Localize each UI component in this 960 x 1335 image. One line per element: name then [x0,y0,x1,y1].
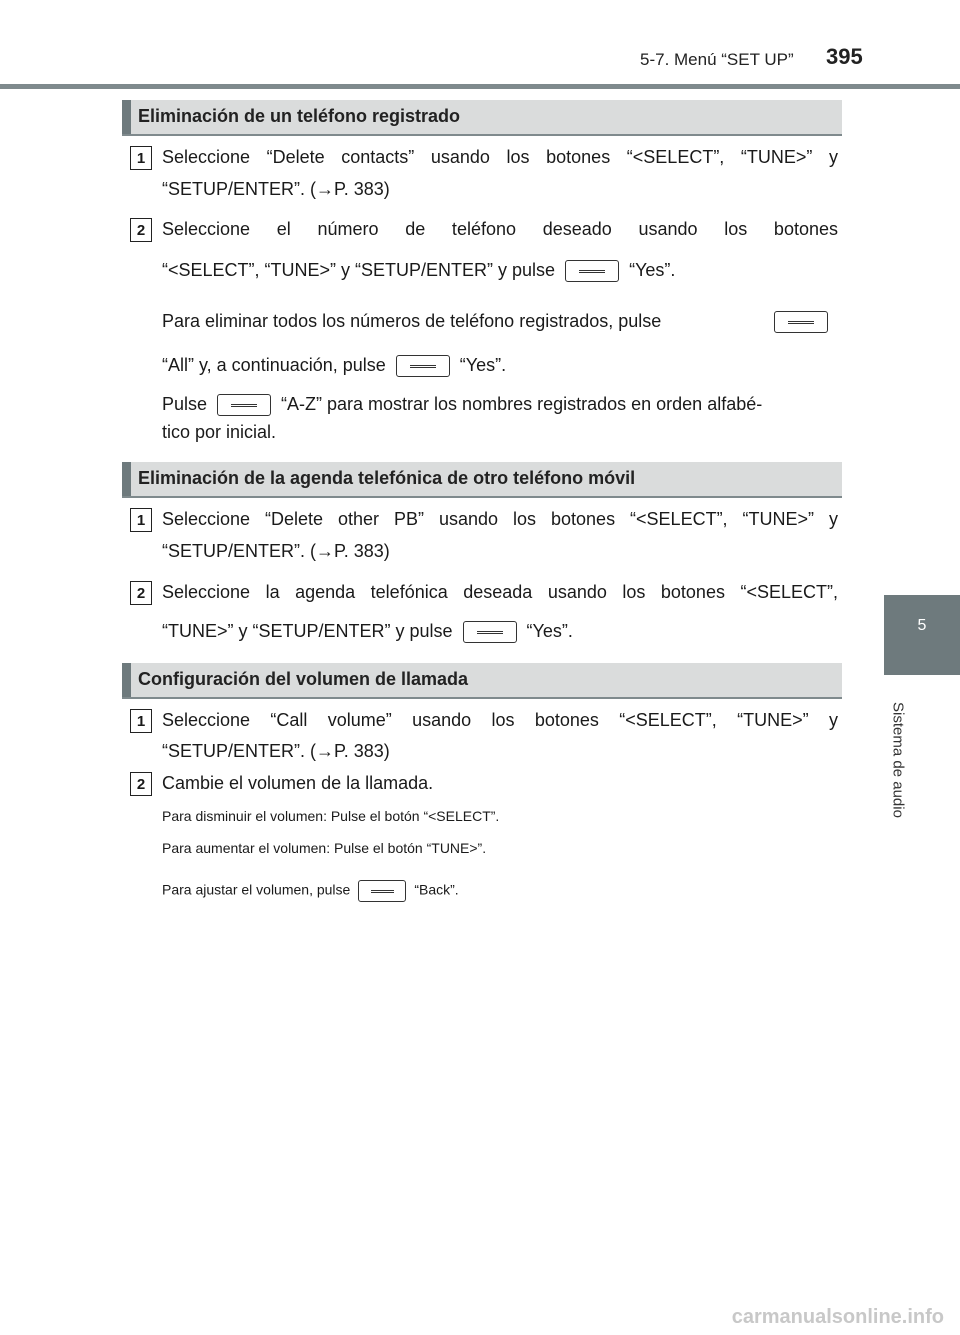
step-number: 1 [130,146,152,170]
step-number: 2 [130,772,152,796]
step-text: Seleccione el número de teléfono deseado usando los botones [162,219,838,239]
note-text: Para eliminar todos los números de teléfono registrados, pulse [162,311,662,331]
section-heading [122,462,842,498]
header-rule [0,84,960,89]
chapter-label: Sistema de audio [889,702,907,818]
section-heading [122,663,842,699]
section-title: Eliminación de un teléfono registrado [138,106,461,126]
section-title: Eliminación de la agenda telefónica de otro teléfono móvil [138,468,636,488]
note-text: tico por inicial. [162,422,277,442]
step-number: 2 [130,218,152,242]
step-text: Seleccione “Delete other PB” usando los botones “<SELECT”, “TUNE>” y [162,509,838,529]
step-text: Seleccione “Delete contacts” usando los botones “<SELECT”, “TUNE>” y [162,147,838,167]
watermark: carmanualsonline.info [731,1306,944,1328]
step-text: Seleccione la agenda telefónica deseada usando los botones “<SELECT”, [162,582,838,602]
step-text-line: “<SELECT”, “TUNE>” y “SETUP/ENTER” y pulse “Yes”. [162,253,838,287]
note-text: “All” y, a continuación, pulse “Yes”. [162,348,838,382]
section-heading [122,100,842,136]
step-text: Cambie el volumen de la llamada. [162,773,434,793]
button-icon [358,880,406,902]
button-icon [217,394,271,416]
step-text: “SETUP/ENTER”. (→P. 383) [162,541,390,561]
sub-text: Para disminuir el volumen: Pulse el botón “<SELECT”. [162,808,500,824]
button-icon [463,621,517,643]
note-text: Pulse “A-Z” para mostrar los nombres registrados en orden alfabé- [162,387,838,421]
sub-text: Para aumentar el volumen: Pulse el botón “TUNE>”. [162,840,487,856]
step-number: 2 [130,581,152,605]
step-text: “SETUP/ENTER”. (→P. 383) [162,741,390,761]
sub-text: Para ajustar el volumen, pulse “Back”. [162,880,459,902]
step-text-line: “TUNE>” y “SETUP/ENTER” y pulse “Yes”. [162,614,838,648]
button-icon [396,355,450,377]
section-title: Configuración del volumen de llamada [138,669,469,689]
step-text: “SETUP/ENTER”. (→P. 383) [162,179,390,199]
button-icon [565,260,619,282]
section-label: 5-7. Menú “SET UP” [640,50,794,69]
chapter-tab [884,595,960,675]
page-number: 395 [826,44,863,69]
step-text: Seleccione “Call volume” usando los botones “<SELECT”, “TUNE>” y [162,710,838,730]
chapter-number: 5 [917,617,927,634]
step-number: 1 [130,709,152,733]
button-icon [774,311,828,333]
step-number: 1 [130,508,152,532]
